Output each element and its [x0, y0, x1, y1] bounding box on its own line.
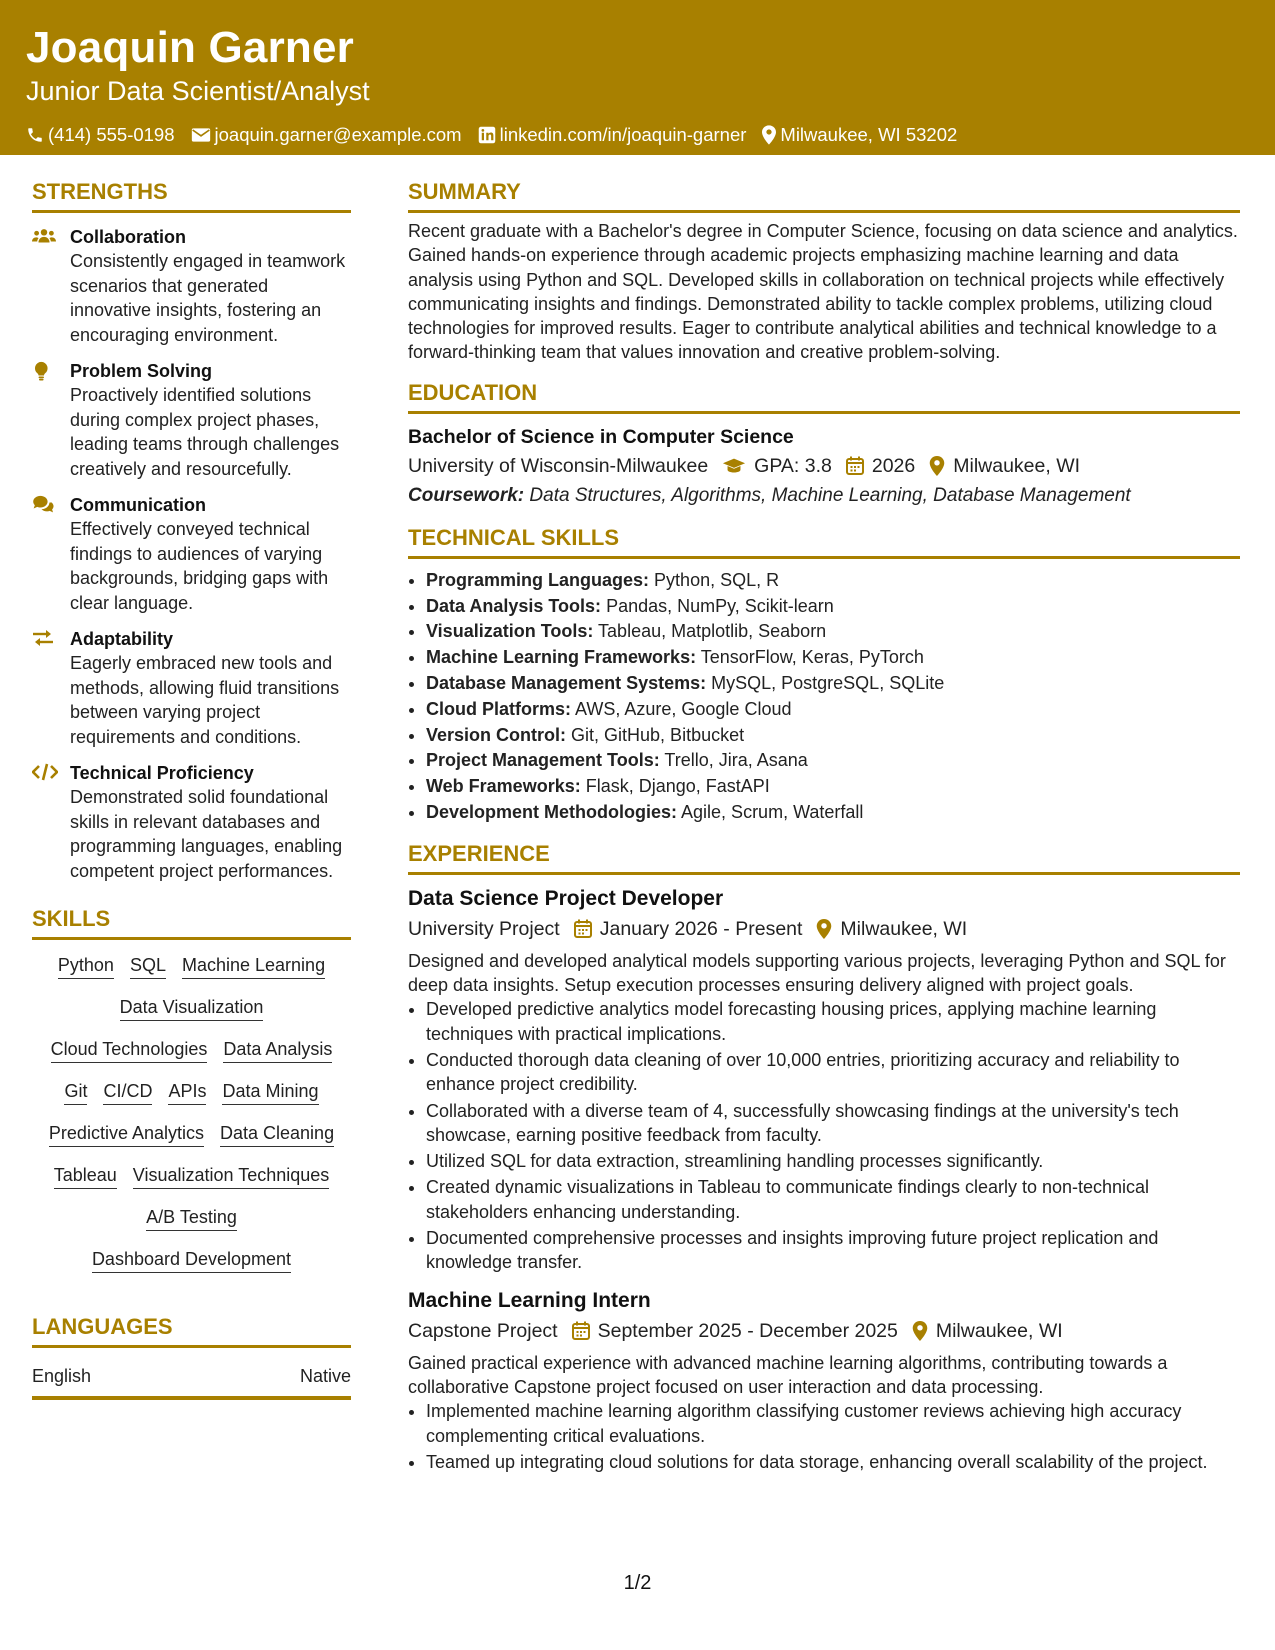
strength-desc: Effectively conveyed technical findings to audiences of varying backgrounds, bridging gaps with clear language. — [70, 519, 329, 613]
strength-item — [32, 225, 351, 347]
language-name: English — [32, 1366, 92, 1386]
job-description: Designed and developed analytical models supporting various projects, leveraging Python and SQL for deep data insights. Setup execution processes ensuring delivery aligned with project goals. — [408, 950, 1226, 996]
tech-label: Data Analysis Tools: — [426, 595, 602, 616]
skill-tag: A/B Testing — [146, 1205, 237, 1231]
tech-value: Pandas, NumPy, Scikit-learn — [606, 595, 834, 616]
strength-title: Communication — [70, 495, 207, 515]
skill-tag: Machine Learning — [182, 953, 325, 979]
job-location: Milwaukee, WI — [840, 917, 968, 940]
calendar-icon — [574, 919, 592, 938]
contact-phone[interactable] — [26, 123, 175, 147]
tech-label: Cloud Platforms: — [426, 698, 572, 719]
skill-tag: Data Visualization — [120, 995, 264, 1021]
strength-desc: Consistently engaged in teamwork scenarios that generated innovative insights, fostering an encouraging environment. — [70, 251, 346, 345]
list-item — [426, 723, 1240, 749]
list-item: • Utilized SQL for data extraction, streamlining handling processes significantly. — [426, 1149, 1240, 1173]
job-description: Gained practical experience with advanced machine learning algorithms, contributing towards a collaborative Capstone project focused on user interaction and data processing. — [408, 1352, 1168, 1397]
job-title: Data Science Project Developer — [408, 886, 724, 910]
job-meta — [408, 915, 1240, 943]
skill-tag: Cloud Technologies — [51, 1037, 208, 1063]
tech-label: Web Frameworks: — [426, 776, 581, 797]
tech-label: Version Control: — [426, 724, 567, 745]
list-item — [426, 645, 1240, 671]
job-location: Milwaukee, WI — [935, 1319, 1063, 1342]
list-item: • Documented comprehensive processes and insights improving future project replication and knowledge transfer. — [426, 1226, 1240, 1275]
list-item: • Created dynamic visualizations in Tableau to communicate findings clearly to non-technical stakeholders enhancing understanding. — [426, 1175, 1240, 1224]
list-item: • Implemented machine learning algorithm classifying customer reviews achieving high accuracy complementing critical evaluations. — [426, 1399, 1240, 1448]
list-item: • Conducted thorough data cleaning of over 10,000 entries, prioritizing accuracy and reliability to enhance project credibility. — [426, 1048, 1240, 1097]
job-org: University Project — [408, 917, 560, 940]
strengths-list — [32, 225, 351, 883]
exchange-icon — [32, 629, 54, 647]
list-item: • Teamed up integrating cloud solutions for data storage, enhancing overall scalability of the project. — [426, 1450, 1240, 1474]
strength-item — [32, 761, 351, 883]
job-dates: January 2026 - Present — [599, 917, 803, 940]
candidate-name: Joaquin Garner — [26, 23, 354, 72]
language-row — [32, 1364, 351, 1400]
education-heading: EDUCATION — [408, 379, 1240, 414]
strength-desc: Eagerly embraced new tools and methods, allowing fluid transitions between varying project requirements and conditions. — [70, 653, 340, 747]
skills-heading: SKILLS — [32, 905, 351, 940]
tech-label: Project Management Tools: — [426, 750, 660, 771]
tech-label: Machine Learning Frameworks: — [426, 647, 697, 668]
list-item — [426, 774, 1240, 800]
tech-value: Python, SQL, R — [654, 569, 780, 590]
coursework-label: Coursework: — [408, 484, 525, 506]
list-item — [426, 800, 1240, 826]
strengths-heading: STRENGTHS — [32, 178, 351, 213]
map-marker-icon — [929, 456, 945, 476]
skill-tag: Data Analysis — [223, 1037, 332, 1063]
job-bullets — [408, 997, 1240, 1274]
calendar-icon — [572, 1321, 590, 1340]
tech-value: Trello, Jira, Asana — [664, 750, 808, 771]
list-item: • Developed predictive analytics model forecasting housing prices, applying machine learning techniques with practical implications. — [426, 997, 1240, 1046]
coursework-line — [408, 482, 1240, 510]
right-column — [408, 178, 1240, 1476]
language-level: Native — [299, 1366, 351, 1386]
skill-tag: Git — [64, 1079, 87, 1105]
list-item — [426, 697, 1240, 723]
experience-heading: EXPERIENCE — [408, 840, 1240, 875]
linkedin-text: linkedin.com/in/joaquin-garner — [499, 124, 747, 145]
tech-value: Git, GitHub, Bitbucket — [571, 724, 745, 745]
job-org: Capstone Project — [408, 1319, 558, 1342]
school-location: Milwaukee, WI — [953, 454, 1081, 477]
skill-tag: Data Mining — [222, 1079, 318, 1105]
summary-heading: SUMMARY — [408, 178, 1240, 213]
strength-item — [32, 359, 351, 481]
list-item — [426, 748, 1240, 774]
lightbulb-icon — [32, 361, 56, 381]
skill-tag: SQL — [130, 953, 166, 979]
job-entry — [408, 885, 1240, 1275]
contact-linkedin[interactable] — [478, 123, 747, 147]
skill-tag: APIs — [168, 1079, 206, 1105]
list-item — [426, 594, 1240, 620]
resume-header — [0, 0, 1275, 155]
strength-desc: Demonstrated solid foundational skills in relevant databases and programming languages, enabling competent project performances. — [70, 787, 343, 881]
summary-text: Recent graduate with a Bachelor's degree in Computer Science, focusing on data science and analytics. Gained hands-on experience through academic projects emphasizing machine learning and data analysis using Python and SQL. Developed skills in collaboration on technical projects while effectively communicating insights and findings. Demonstrated ability to tackle complex problems, utilizing cloud technologies for improved results. Eager to contribute analytical abilities and technical knowledge to a forward-thinking team that values innovation and creative problem-solving. — [408, 221, 1238, 363]
tech-value: AWS, Azure, Google Cloud — [575, 698, 792, 719]
map-marker-icon — [816, 919, 832, 939]
left-column — [32, 178, 351, 1400]
technical-skills-heading: TECHNICAL SKILLS — [408, 524, 1240, 559]
strength-desc: Proactively identified solutions during complex project phases, leading teams through challenges creatively and resourcefully. — [70, 385, 340, 479]
tech-value: Flask, Django, FastAPI — [585, 776, 770, 797]
contact-bar — [26, 123, 1249, 147]
email-text: joaquin.garner@example.com — [214, 124, 462, 145]
page-number: 1/2 — [623, 1572, 652, 1594]
job-title: Machine Learning Intern — [408, 1288, 651, 1312]
skill-tag: Dashboard Development — [92, 1247, 291, 1273]
users-icon — [32, 227, 56, 245]
skills-cloud — [32, 953, 351, 1289]
tech-label: Visualization Tools: — [426, 621, 594, 642]
map-marker-icon — [762, 125, 776, 145]
phone-text: (414) 555-0198 — [48, 124, 175, 145]
map-marker-icon — [912, 1321, 928, 1341]
strength-title: Adaptability — [70, 629, 174, 649]
contact-location — [762, 123, 957, 147]
envelope-icon — [191, 127, 211, 143]
tech-label: Database Management Systems: — [426, 672, 707, 693]
strength-item — [32, 627, 351, 749]
tech-value: Agile, Scrum, Waterfall — [681, 801, 864, 822]
comments-icon — [32, 495, 56, 513]
linkedin-icon — [478, 126, 496, 144]
tech-value: TensorFlow, Keras, PyTorch — [700, 647, 924, 668]
job-bullets — [408, 1399, 1240, 1474]
list-item — [426, 568, 1240, 594]
calendar-icon — [846, 456, 864, 475]
list-item: • Collaborated with a diverse team of 4, successfully showcasing findings at the university's tech showcase, earning positive feedback from faculty. — [426, 1099, 1240, 1148]
skill-tag: Data Cleaning — [220, 1121, 334, 1147]
education-meta — [408, 452, 1240, 480]
location-text: Milwaukee, WI 53202 — [780, 124, 958, 145]
tech-label: Development Methodologies: — [426, 801, 678, 822]
skill-tag: Tableau — [54, 1163, 117, 1189]
tech-label: Programming Languages: — [426, 569, 650, 590]
phone-icon — [26, 126, 44, 144]
strength-title: Technical Proficiency — [70, 763, 254, 783]
coursework-list: Data Structures, Algorithms, Machine Learning, Database Management — [529, 484, 1131, 506]
job-entry — [408, 1287, 1240, 1474]
code-icon — [32, 763, 58, 781]
tech-value: Tableau, Matplotlib, Seaborn — [598, 621, 827, 642]
job-dates: September 2025 - December 2025 — [597, 1319, 898, 1342]
tech-value: MySQL, PostgreSQL, SQLite — [711, 672, 945, 693]
strength-title: Collaboration — [70, 227, 186, 247]
contact-email[interactable] — [191, 123, 462, 147]
list-item — [426, 619, 1240, 645]
gpa-text: GPA: 3.8 — [754, 454, 832, 477]
candidate-title: Junior Data Scientist/Analyst — [26, 76, 370, 106]
graduation-cap-icon — [722, 457, 746, 475]
job-meta — [408, 1317, 1240, 1345]
skill-tag: Visualization Techniques — [133, 1163, 329, 1189]
skill-tag: CI/CD — [103, 1079, 152, 1105]
strength-item — [32, 493, 351, 615]
strength-title: Problem Solving — [70, 361, 213, 381]
degree-title: Bachelor of Science in Computer Science — [408, 425, 794, 448]
skill-tag: Python — [58, 953, 114, 979]
skill-tag: Predictive Analytics — [49, 1121, 204, 1147]
list-item — [426, 671, 1240, 697]
languages-heading: LANGUAGES — [32, 1313, 351, 1348]
technical-skills-list — [408, 568, 1240, 826]
graduation-year: 2026 — [871, 454, 916, 477]
school-name: University of Wisconsin-Milwaukee — [408, 454, 709, 477]
